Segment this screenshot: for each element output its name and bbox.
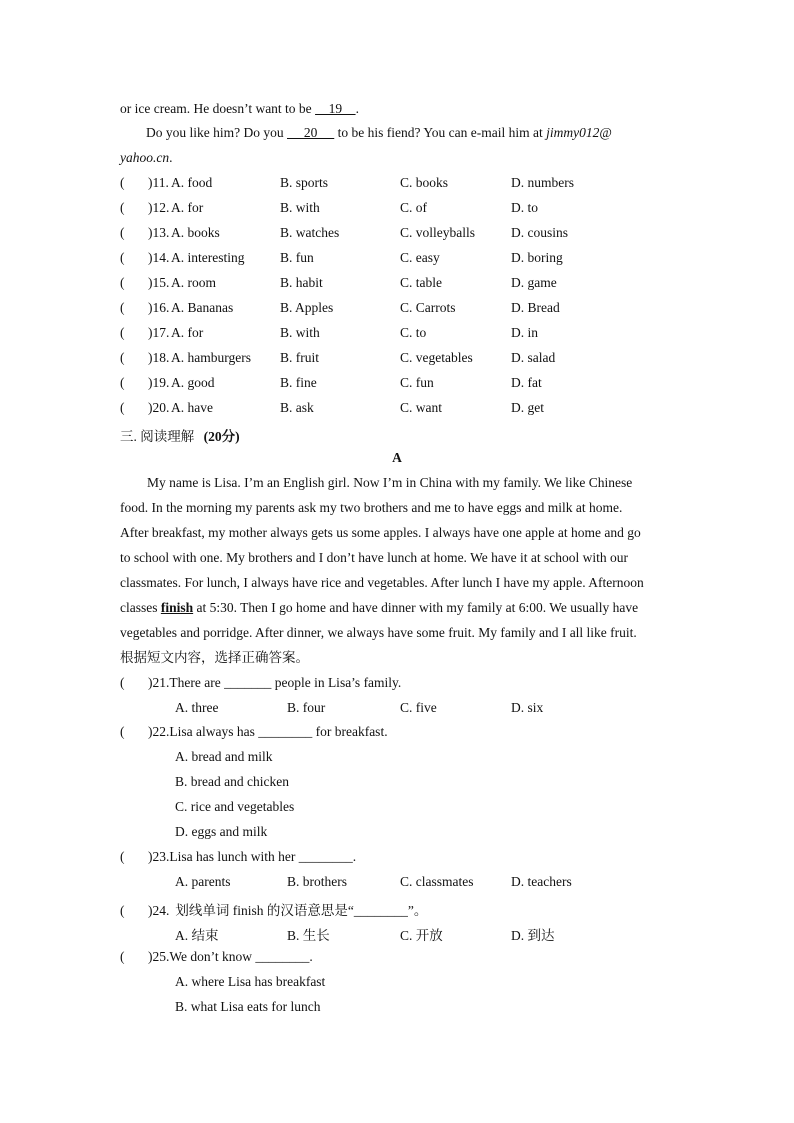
question-number: )22. (148, 724, 170, 739)
option-a: A. room (171, 275, 216, 290)
choice-row-13 (120, 225, 169, 241)
option-a: A. for (171, 200, 204, 215)
question-23 (120, 849, 356, 865)
question-number: )16. (148, 300, 170, 315)
cloze-text: . (169, 150, 173, 165)
option-d: D. numbers (511, 175, 574, 190)
option-b: B. fruit (280, 350, 319, 365)
question-21 (120, 675, 401, 691)
answer-paren: ( (120, 375, 125, 390)
question-number: )19. (148, 375, 170, 390)
option-d: D. salad (511, 350, 556, 365)
choice-row-17 (120, 325, 169, 341)
option-b: B. with (280, 200, 320, 215)
option-b: B. brothers (287, 874, 347, 889)
option-b: B. fun (280, 250, 314, 265)
option-b: B. with (280, 325, 320, 340)
cloze-line-1 (120, 101, 359, 117)
blank-19: 19 (315, 101, 356, 116)
option-c: C. fun (400, 375, 434, 390)
passage-line: food. In the morning my parents ask my two brothers and me to have eggs and milk at home. (120, 500, 623, 515)
choice-row-19 (120, 375, 169, 391)
choice-row-16 (120, 300, 169, 316)
question-25 (120, 949, 313, 965)
option-b: B. sports (280, 175, 329, 190)
option-c: C. rice and vegetables (175, 799, 295, 814)
option-a: A. bread and milk (175, 749, 273, 764)
answer-paren: ( (120, 175, 125, 190)
cloze-text: . (355, 101, 359, 116)
section-heading (120, 425, 240, 445)
question-number: )11. (148, 175, 169, 190)
option-b: B. what Lisa eats for lunch (175, 999, 321, 1014)
option-c: C. table (400, 275, 442, 290)
email-part-1: jimmy012@ (546, 125, 612, 140)
blank-20: 20 (287, 125, 335, 140)
option-c: C. easy (400, 250, 440, 265)
answer-paren: ( (120, 849, 125, 864)
option-b: B. ask (280, 400, 314, 415)
question-24 (120, 899, 427, 919)
cloze-text: or ice cream. He doesn’t want to be (120, 101, 316, 116)
question-number: )21. (148, 675, 170, 690)
question-number: )17. (148, 325, 170, 340)
email-part-2: yahoo.cn (120, 150, 170, 165)
option-b: B. watches (280, 225, 340, 240)
option-c: C. vegetables (400, 350, 473, 365)
answer-paren: ( (120, 250, 125, 265)
answer-paren: ( (120, 949, 125, 964)
cloze-line-3 (120, 150, 172, 166)
option-d: D. fat (511, 375, 542, 390)
underlined-word-finish: finish (160, 600, 194, 615)
question-number: )20. (148, 400, 170, 415)
option-c: C. 开放 (400, 928, 443, 943)
choice-row-11 (120, 175, 169, 191)
option-a: A. where Lisa has breakfast (175, 974, 326, 989)
question-number: )13. (148, 225, 170, 240)
option-a: A. books (171, 225, 220, 240)
option-d: D. cousins (511, 225, 568, 240)
option-d: D. six (511, 700, 544, 715)
option-a: A. parents (175, 874, 231, 889)
option-d: D. in (511, 325, 538, 340)
option-b: B. Apples (280, 300, 334, 315)
option-c: C. books (400, 175, 449, 190)
answer-paren: ( (120, 225, 125, 240)
option-c: C. classmates (400, 874, 474, 889)
passage-line: classmates. For lunch, I always have rice and vegetables. After lunch I have my apple. Afternoon (120, 575, 644, 590)
answer-paren: ( (120, 200, 125, 215)
question-number: )25. (148, 949, 170, 964)
option-c: C. five (400, 700, 437, 715)
answer-paren: ( (120, 400, 125, 415)
cloze-text: Do you like him? Do you (146, 125, 287, 140)
option-c: C. of (400, 200, 427, 215)
question-number: )15. (148, 275, 170, 290)
section-title: 三. 阅读理解 (120, 429, 195, 444)
passage-line: vegetables and porridge. After dinner, we always have some fruit. My family and I all like fruit. (120, 625, 637, 640)
question-text: There are _______ people in Lisa’s family. (169, 675, 402, 690)
question-number: )24. (148, 903, 170, 918)
option-a: A. interesting (171, 250, 245, 265)
passage-line: My name is Lisa. I’m an English girl. Now I’m in China with my family. We like Chinese (147, 475, 633, 490)
question-number: )14. (148, 250, 170, 265)
option-c: C. want (400, 400, 442, 415)
choice-row-12 (120, 200, 169, 216)
question-number: )12. (148, 200, 170, 215)
answer-paren: ( (120, 275, 125, 290)
option-b: B. bread and chicken (175, 774, 289, 789)
choice-row-15 (120, 275, 169, 291)
option-a: A. have (171, 400, 213, 415)
option-d: D. Bread (511, 300, 560, 315)
option-c: C. to (400, 325, 427, 340)
cloze-line-2 (146, 125, 674, 141)
option-a: A. for (171, 325, 204, 340)
question-text: We don’t know ________. (169, 949, 313, 964)
option-b: B. habit (280, 275, 323, 290)
question-text: 划线单词 finish 的汉语意思是“________”。 (175, 903, 428, 918)
option-a: A. Bananas (171, 300, 234, 315)
option-a: A. food (171, 175, 213, 190)
option-d: D. game (511, 275, 557, 290)
answer-paren: ( (120, 300, 125, 315)
option-a: A. good (171, 375, 215, 390)
question-number: )23. (148, 849, 170, 864)
passage-line: to school with one. My brothers and I don’t have lunch at home. We have it at school with our (120, 550, 628, 565)
section-score: (20分) (203, 429, 240, 444)
passage-body (120, 470, 674, 670)
option-d: D. get (511, 400, 544, 415)
option-c: C. volleyballs (400, 225, 475, 240)
option-d: D. boring (511, 250, 563, 265)
passage-line: After breakfast, my mother always gets us some apples. I always have one apple at home and go (120, 525, 641, 540)
answer-paren: ( (120, 724, 125, 739)
answer-paren: ( (120, 350, 125, 365)
instruction: 根据短文内容，选择正确答案。 (120, 650, 309, 665)
answer-paren: ( (120, 903, 125, 918)
question-text: Lisa has lunch with her ________. (169, 849, 357, 864)
choice-row-18 (120, 350, 169, 366)
option-a: A. three (175, 700, 219, 715)
option-d: D. eggs and milk (175, 824, 268, 839)
option-c: C. Carrots (400, 300, 456, 315)
choice-row-20 (120, 400, 169, 416)
option-a: A. hamburgers (171, 350, 251, 365)
passage-line: classes finish at 5:30. Then I go home and have dinner with my family at 6:00. We usually have (120, 600, 639, 615)
choice-row-14 (120, 250, 169, 266)
answer-paren: ( (120, 675, 125, 690)
question-number: )18. (148, 350, 170, 365)
option-b: B. fine (280, 375, 317, 390)
option-a: A. 结束 (175, 928, 219, 943)
option-d: D. to (511, 200, 538, 215)
passage-label: A (392, 450, 402, 465)
answer-paren: ( (120, 325, 125, 340)
question-22 (120, 724, 388, 740)
question-text: Lisa always has ________ for breakfast. (169, 724, 388, 739)
option-d: D. teachers (511, 874, 572, 889)
cloze-text: to be his fiend? You can e-mail him at (334, 125, 547, 140)
option-b: B. 生长 (287, 928, 330, 943)
option-d: D. 到达 (511, 928, 555, 943)
option-b: B. four (287, 700, 326, 715)
